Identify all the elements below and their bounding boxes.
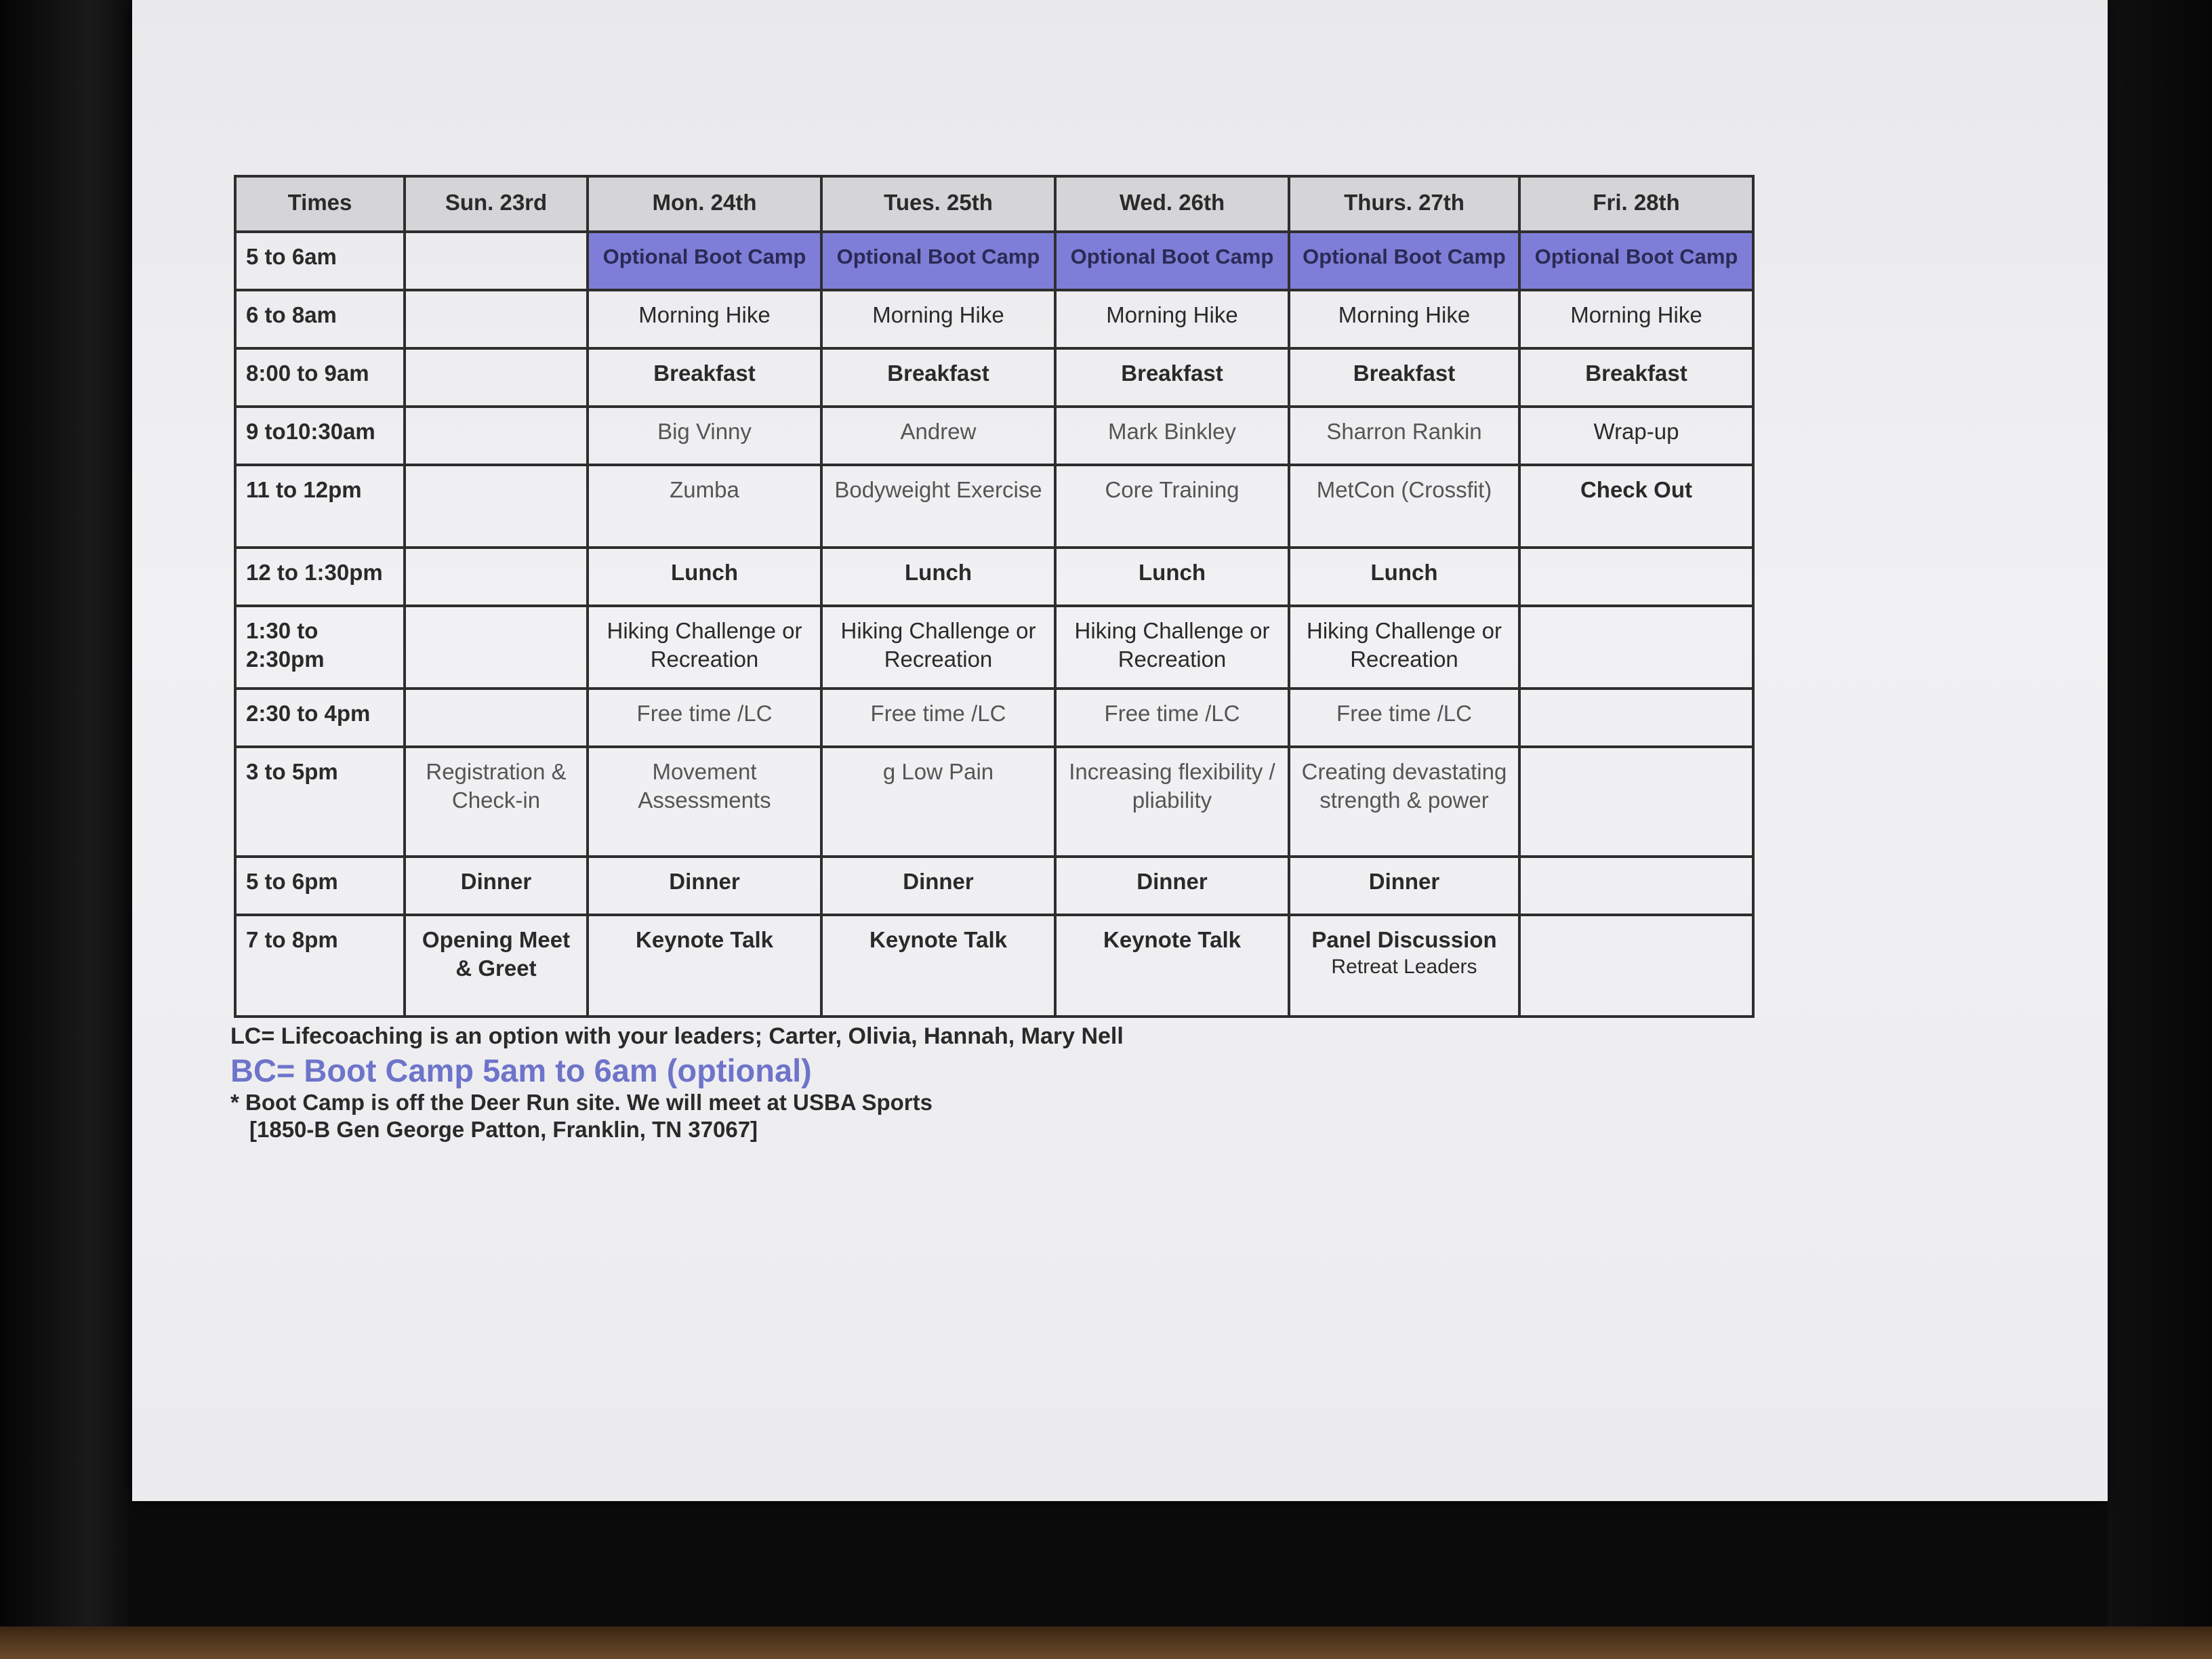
tue-cell: Hiking Challenge or Recreation [821,606,1055,689]
table-row [235,232,1753,290]
wed-cell: Breakfast [1055,348,1289,407]
thu-cell: Sharron Rankin [1289,407,1519,465]
thu-cell: Optional Boot Camp [1289,232,1519,290]
mon-cell: Lunch [588,548,821,606]
fri-cell: Check Out [1519,465,1753,548]
time-cell: 6 to 8am [235,290,405,348]
sun-cell [405,348,588,407]
fri-cell [1519,857,1753,915]
fri-cell [1519,747,1753,857]
table-row [235,915,1753,1017]
tue-cell: g Low Pain [821,747,1055,857]
sun-cell [405,465,588,548]
tue-cell: Keynote Talk [821,915,1055,1017]
table-row [235,606,1753,689]
wed-cell: Mark Binkley [1055,407,1289,465]
header-times: Times [235,176,405,232]
sun-cell: Registration & Check-in [405,747,588,857]
wed-cell: Free time /LC [1055,689,1289,747]
fri-cell [1519,548,1753,606]
table-row [235,407,1753,465]
header-fri: Fri. 28th [1519,176,1753,232]
thu-cell: Morning Hike [1289,290,1519,348]
header-sun: Sun. 23rd [405,176,588,232]
sun-cell [405,689,588,747]
tue-cell: Bodyweight Exercise [821,465,1055,548]
lifecoaching-note: LC= Lifecoaching is an option with your leaders; Carter, Olivia, Hannah, Mary Nell [230,1023,1124,1049]
monitor-frame-left [0,0,129,1659]
panel-discussion-label: Panel Discussion [1311,927,1497,952]
mon-cell: Dinner [588,857,821,915]
table-row [235,290,1753,348]
sun-cell [405,232,588,290]
table-row [235,348,1753,407]
wed-cell: Keynote Talk [1055,915,1289,1017]
mon-cell: Breakfast [588,348,821,407]
sun-cell: Dinner [405,857,588,915]
time-cell: 2:30 to 4pm [235,689,405,747]
header-mon: Mon. 24th [588,176,821,232]
sun-cell: Opening Meet & Greet [405,915,588,1017]
wed-cell: Hiking Challenge or Recreation [1055,606,1289,689]
fri-cell: Morning Hike [1519,290,1753,348]
desk-surface [0,1626,2212,1659]
wed-cell: Core Training [1055,465,1289,548]
fri-cell [1519,915,1753,1017]
table-row [235,747,1753,857]
time-cell: 5 to 6am [235,232,405,290]
table-row [235,465,1753,548]
header-wed: Wed. 26th [1055,176,1289,232]
thu-cell: Lunch [1289,548,1519,606]
time-cell: 3 to 5pm [235,747,405,857]
thu-cell: Creating devastating strength & power [1289,747,1519,857]
header-tue: Tues. 25th [821,176,1055,232]
wed-cell: Optional Boot Camp [1055,232,1289,290]
thu-cell: MetCon (Crossfit) [1289,465,1519,548]
sun-cell [405,407,588,465]
time-cell: 5 to 6pm [235,857,405,915]
mon-cell: Keynote Talk [588,915,821,1017]
thu-cell [1289,915,1519,1017]
wed-cell: Dinner [1055,857,1289,915]
monitor-frame-right [2108,0,2212,1659]
thu-cell: Dinner [1289,857,1519,915]
tue-cell: Optional Boot Camp [821,232,1055,290]
mon-cell: Hiking Challenge or Recreation [588,606,821,689]
fri-cell: Wrap-up [1519,407,1753,465]
time-cell: 8:00 to 9am [235,348,405,407]
tue-cell: Breakfast [821,348,1055,407]
mon-cell: Movement Assessments [588,747,821,857]
thu-cell: Hiking Challenge or Recreation [1289,606,1519,689]
time-cell: 1:30 to 2:30pm [235,606,405,689]
tue-cell: Morning Hike [821,290,1055,348]
fri-cell: Optional Boot Camp [1519,232,1753,290]
thu-cell: Free time /LC [1289,689,1519,747]
mon-cell: Morning Hike [588,290,821,348]
wed-cell: Increasing flexibility / pliability [1055,747,1289,857]
wed-cell: Morning Hike [1055,290,1289,348]
wed-cell: Lunch [1055,548,1289,606]
thu-cell: Breakfast [1289,348,1519,407]
table-row [235,689,1753,747]
tue-cell: Dinner [821,857,1055,915]
sun-cell [405,290,588,348]
fri-cell: Breakfast [1519,348,1753,407]
bootcamp-note: BC= Boot Camp 5am to 6am (optional) [230,1052,812,1088]
bootcamp-location-text: * Boot Camp is off the Deer Run site. We will meet at USBA Sports [230,1090,933,1115]
bootcamp-location-note [230,1089,933,1143]
bootcamp-address: [1850-B Gen George Patton, Franklin, TN 37067] [249,1117,758,1142]
mon-cell: Free time /LC [588,689,821,747]
mon-cell: Big Vinny [588,407,821,465]
fri-cell [1519,689,1753,747]
table-row [235,548,1753,606]
tue-cell: Free time /LC [821,689,1055,747]
mon-cell: Zumba [588,465,821,548]
schedule-table [234,175,1755,1018]
tue-cell: Andrew [821,407,1055,465]
header-row [235,176,1753,232]
table-row [235,857,1753,915]
sun-cell [405,548,588,606]
panel-discussion-sub: Retreat Leaders [1331,956,1477,978]
time-cell: 7 to 8pm [235,915,405,1017]
time-cell: 11 to 12pm [235,465,405,548]
fri-cell [1519,606,1753,689]
header-thu: Thurs. 27th [1289,176,1519,232]
time-cell: 9 to10:30am [235,407,405,465]
time-cell: 12 to 1:30pm [235,548,405,606]
sun-cell [405,606,588,689]
mon-cell: Optional Boot Camp [588,232,821,290]
tue-cell: Lunch [821,548,1055,606]
